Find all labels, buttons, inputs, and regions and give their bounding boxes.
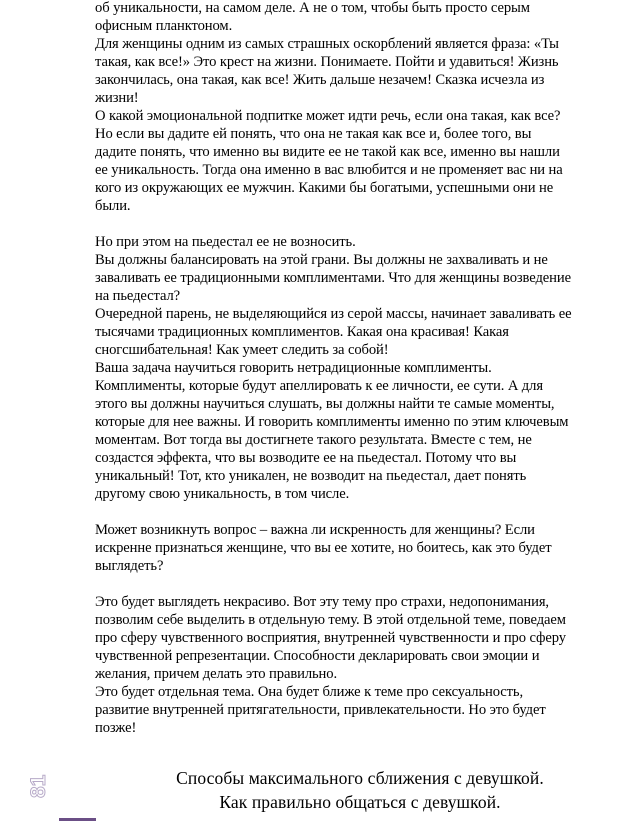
text-line: такая, как все!» Это крест на жизни. Понимаете. Пойти и удавиться! Жизнь (95, 54, 559, 70)
text-line: выглядеть? (95, 558, 164, 574)
text-line: ее уникальность. Тогда она именно в вас влюбится и не променяет вас ни на (95, 162, 563, 178)
text-line: которые для нее важны. И говорить комплименты именно по этим ключевым (95, 414, 569, 430)
text-line: Это будет выглядеть некрасиво. Вот эту тему про страхи, недопонимания, (95, 594, 549, 610)
text-line: позже! (95, 720, 137, 736)
text-line: искренне признаться женщине, что вы ее хотите, но боитесь, как это будет (95, 540, 552, 556)
text-line: жизни! (95, 90, 139, 106)
text-line: другому свою уникальность, в том числе. (95, 486, 350, 502)
text-line: заваливать ее традиционными комплиментами. Что для женщины возведение (95, 270, 571, 286)
text-line: про сферу чувственного восприятия, внутренней чувственности и про сферу (95, 630, 566, 646)
text-line: позволим себе выделить в отдельную тему. В этой отдельной теме, поведаем (95, 612, 566, 628)
footer-title-line-1: Способы максимального сближения с девушкой. (176, 768, 544, 788)
paragraph-gap (95, 215, 615, 233)
text-line: офисным планктоном. (95, 18, 233, 34)
text-line: сногсшибательная! Как умеет следить за собой! (95, 342, 389, 358)
text-line: Ваша задача научиться говорить нетрадиционные комплименты. (95, 360, 492, 376)
body-text (95, 0, 615, 737)
text-line: моментам. Вот тогда вы достигнете такого результата. Вместе с тем, не (95, 432, 532, 448)
text-line: кого из окружающих ее мужчин. Какими бы богатыми, успешными они не (95, 180, 554, 196)
text-line: на пьедестал? (95, 288, 181, 304)
text-line: Для женщины одним из самых страшных оскорблений является фраза: «Ты (95, 36, 559, 52)
text-line: Но если вы дадите ей понять, что она не такая как все и, более того, вы (95, 126, 532, 142)
text-line: Но при этом на пьедестал ее не возносить. (95, 234, 356, 250)
paragraph-gap (95, 575, 615, 593)
text-line: Очередной парень, не выделяющийся из серой массы, начинает заваливать ее (95, 306, 572, 322)
text-line: тысячами традиционных комплиментов. Какая она красивая! Какая (95, 324, 509, 340)
text-line: развитие внутренней притягательности, привлекательности. Но это будет (95, 702, 546, 718)
text-line: Это будет отдельная тема. Она будет ближе к теме про сексуальность, (95, 684, 524, 700)
text-line: О какой эмоциональной подпитке может идти речь, если она такая, как все? (95, 108, 561, 124)
accent-bar (59, 818, 96, 821)
text-line: Может возникнуть вопрос – важна ли искренность для женщины? Если (95, 522, 535, 538)
footer-title-line-2: Как правильно общаться с девушкой. (219, 792, 501, 812)
text-line: Вы должны балансировать на этой грани. Вы должны не захваливать и не (95, 252, 548, 268)
text-line: дадите понять, что именно вы видите ее не такой как все, именно вы нашли (95, 144, 560, 160)
text-line: желания, причем делать это правильно. (95, 666, 338, 682)
text-line: этого вы должны научиться слушать, вы должны найти те самые моменты, (95, 396, 555, 412)
text-line: закончилась, она такая, как все! Жить дальше незачем! Сказка исчезла из (95, 72, 545, 88)
text-line: чувственной репрезентации. Способности декларировать свои эмоции и (95, 648, 540, 664)
text-line: об уникальности, на самом деле. А не о том, чтобы быть просто серым (95, 0, 530, 16)
page-number: 81 (27, 774, 50, 798)
paragraph-gap (95, 503, 615, 521)
text-line: уникальный! Тот, кто уникален, не возводит на пьедестал, дает понять (95, 468, 527, 484)
text-line: создастся эффекта, что вы возводите ее на пьедестал. Потому что вы (95, 450, 517, 466)
text-line: Комплименты, которые будут апеллировать к ее личности, ее сути. А для (95, 378, 543, 394)
text-line: были. (95, 198, 131, 214)
